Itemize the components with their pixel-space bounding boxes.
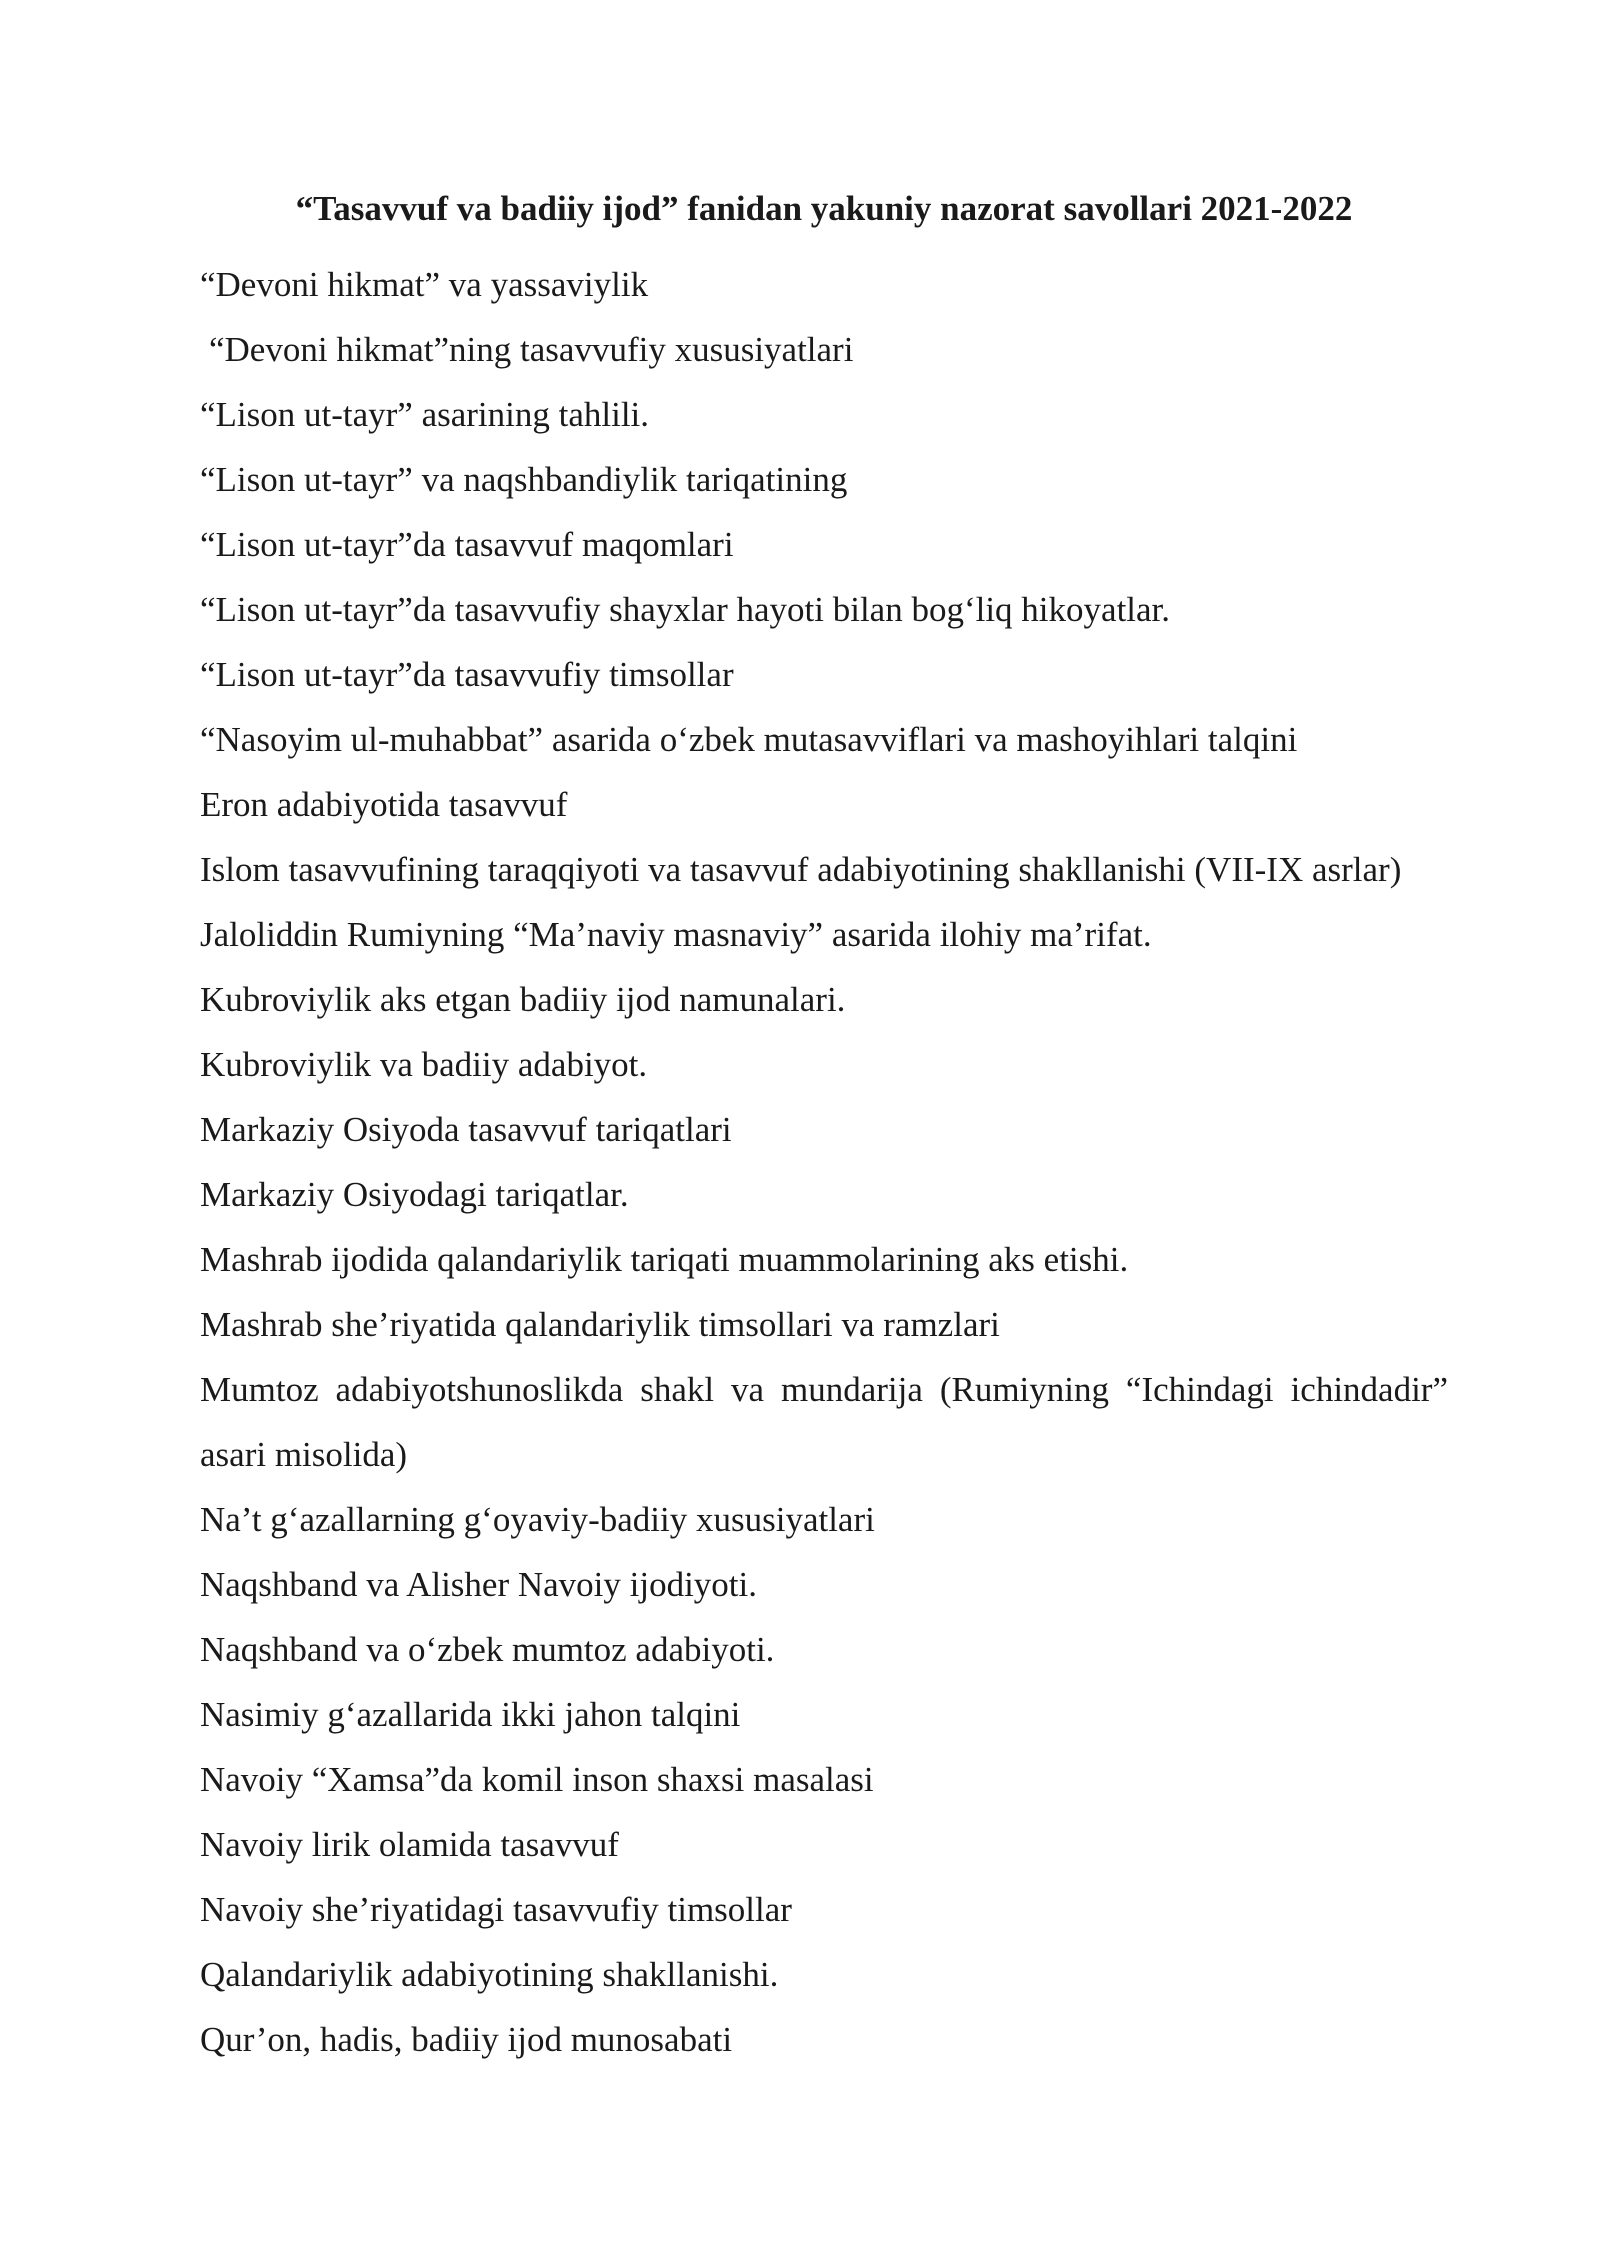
list-item: Kubroviylik aks etgan badiiy ijod namunalari. [200,980,846,1019]
list-item: Navoiy lirik olamida tasavvuf [200,1825,619,1864]
list-item: Kubroviylik va badiiy adabiyot. [200,1045,648,1084]
list-item: Markaziy Osiyodagi tariqatlar. [200,1175,629,1214]
list-item: “Lison ut-tayr”da tasavvufiy shayxlar hayoti bilan bog‘liq hikoyatlar. [200,590,1171,629]
list-item: Eron adabiyotida tasavvuf [200,785,568,824]
list-item: “Lison ut-tayr” va naqshbandiylik tariqatining [200,460,848,499]
list-item: “Lison ut-tayr”da tasavvufiy timsollar [200,655,734,694]
list-item: Naqshband va Alisher Navoiy ijodiyoti. [200,1565,758,1604]
list-item: “Devoni hikmat”ning tasavvufiy xususiyatlari [209,330,854,369]
list-item: “Nasoyim ul-muhabbat” asarida o‘zbek mutasavviflari va mashoyihlari talqini [200,720,1298,759]
list-item: “Devoni hikmat” va yassaviylik [200,265,649,304]
list-item: Na’t g‘azallarning g‘oyaviy-badiiy xususiyatlari [200,1500,875,1539]
list-item: “Lison ut-tayr” asarining tahlili. [200,395,650,434]
list-item: Qur’on, hadis, badiiy ijod munosabati [200,2020,733,2059]
list-item: Naqshband va o‘zbek mumtoz adabiyoti. [200,1630,775,1669]
document-title: “Tasavvuf va badiiy ijod” fanidan yakuniy nazorat savollari 2021-2022 [295,189,1353,228]
list-item: Qalandariylik adabiyotining shakllanishi. [200,1955,779,1994]
list-item: Nasimiy g‘azallarida ikki jahon talqini [200,1695,741,1734]
list-item: Navoiy she’riyatidagi tasavvufiy timsollar [200,1890,792,1929]
list-item: Navoiy “Xamsa”da komil inson shaxsi masalasi [200,1760,874,1799]
list-item: “Lison ut-tayr”da tasavvuf maqomlari [200,525,734,564]
list-item: Jaloliddin Rumiyning “Ma’naviy masnaviy” asarida ilohiy ma’rifat. [200,915,1152,954]
list-item: Mashrab she’riyatida qalandariylik timsollari va ramzlari [200,1305,1000,1344]
list-item: Mumtoz adabiyotshunoslikda shakl va mundarija (Rumiyning “Ichindagi ichindadir” asari misolida) [200,1370,1448,1474]
list-item: Mashrab ijodida qalandariylik tariqati muammolarining aks etishi. [200,1240,1129,1279]
list-item: Markaziy Osiyoda tasavvuf tariqatlari [200,1110,732,1149]
list-item: Islom tasavvufining taraqqiyoti va tasavvuf adabiyotining shakllanishi (VII-IX asrlar) [200,850,1402,889]
question-list [200,252,1448,2072]
